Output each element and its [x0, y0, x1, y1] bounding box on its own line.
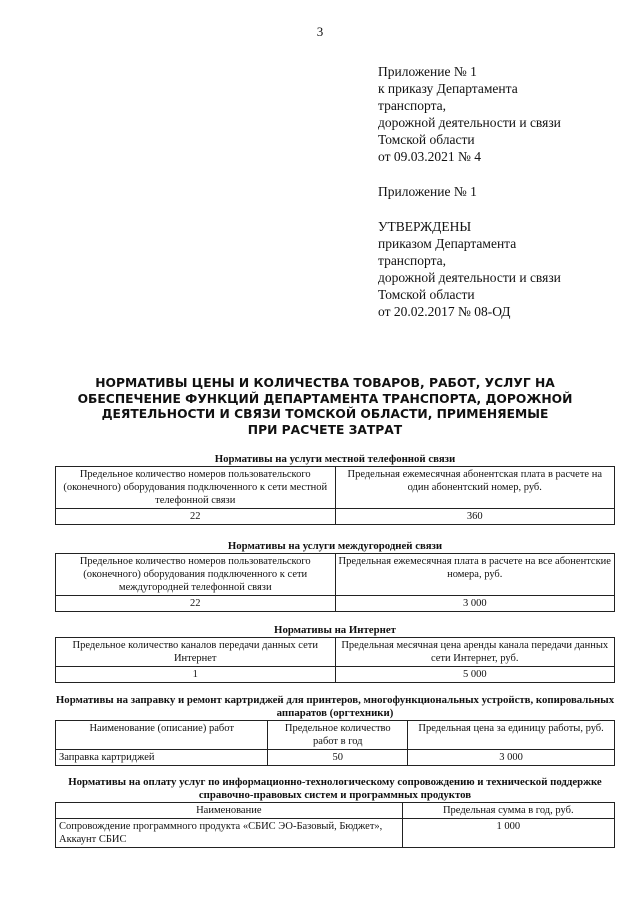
header-cell: Предельная сумма в год, руб.: [402, 803, 614, 819]
page-number: 3: [316, 24, 324, 39]
approval-line: дорожной деятельности и связи: [378, 270, 561, 285]
table-cartridges: [55, 720, 615, 766]
table-long-distance: [55, 553, 615, 612]
approval-note: [378, 218, 618, 320]
table-row: [56, 596, 615, 612]
appendix-date-line: от 09.03.2021 № 4: [378, 149, 481, 164]
header-cell: Предельная ежемесячная плата в расчете на все абонентские номера, руб.: [335, 554, 615, 596]
table-row: [56, 750, 615, 766]
table-local-phone: [55, 466, 615, 525]
appendix-note-original: [378, 183, 618, 200]
header-cell: Предельная ежемесячная абонентская плата в расчете на один абонентский номер, руб.: [335, 467, 615, 509]
approval-line: транспорта,: [378, 253, 447, 268]
table-cell: 3 000: [335, 596, 615, 612]
table-cell: Заправка картриджей: [56, 750, 268, 766]
document-title: [60, 376, 590, 438]
header-cell: Предельное количество номеров пользовательского (оконечного) оборудования подключенного к сети междугородней телефонной связи: [56, 554, 336, 596]
title-line: ОБЕСПЕЧЕНИЕ ФУНКЦИЙ ДЕПАРТАМЕНТА ТРАНСПОРТА, ДОРОЖНОЙ: [77, 391, 573, 406]
table-header-row: [56, 638, 615, 667]
table-header-row: [56, 721, 615, 750]
header-cell: Предельная месячная цена аренды канала передачи данных сети Интернет, руб.: [335, 638, 615, 667]
section-title-cartridges: Нормативы на заправку и ремонт картриджей для принтеров, многофункциональных устройств, копировальных аппаратов (оргтехники): [55, 694, 615, 719]
approval-line: Томской области: [378, 287, 475, 302]
table-row: [56, 819, 615, 848]
table-row: [56, 667, 615, 683]
approval-date-line: от 20.02.2017 № 08-ОД: [378, 304, 511, 319]
title-line: ДЕЯТЕЛЬНОСТИ И СВЯЗИ ТОМСКОЙ ОБЛАСТИ, ПРИМЕНЯЕМЫЕ: [101, 407, 549, 421]
table-cell: 22: [56, 596, 336, 612]
table-cell: 50: [268, 750, 408, 766]
section-title-it-support: Нормативы на оплату услуг по информационно-технологическому сопровождению и технической поддержке справочно-правовых систем и программных продуктов: [68, 776, 602, 801]
table-header-row: [56, 803, 615, 819]
header-cell: Предельное количество номеров пользовательского (оконечного) оборудования подключенного к сети местной телефонной связи: [56, 467, 336, 509]
header-cell: Наименование: [56, 803, 403, 819]
table-cell: 22: [56, 509, 336, 525]
appendix-line: транспорта,: [378, 98, 447, 113]
appendix-note: [378, 63, 618, 165]
appendix-line: Томской области: [378, 132, 475, 147]
appendix-line: к приказу Департамента: [378, 81, 518, 96]
appendix-line: Приложение № 1: [378, 184, 477, 199]
table-cell: 3 000: [408, 750, 615, 766]
table-header-row: [56, 554, 615, 596]
approved-heading: УТВЕРЖДЕНЫ: [378, 219, 472, 234]
appendix-line: дорожной деятельности и связи: [378, 115, 561, 130]
table-header-row: [56, 467, 615, 509]
table-cell: Сопровождение программного продукта «СБИС ЭО-Базовый, Бюджет», Аккаунт СБИС: [56, 819, 403, 848]
title-line: ПРИ РАСЧЕТЕ ЗАТРАТ: [247, 422, 403, 437]
appendix-line: Приложение № 1: [378, 64, 477, 79]
section-title-local-phone: Нормативы на услуги местной телефонной связи: [214, 453, 456, 465]
header-cell: Предельное количество работ в год: [268, 721, 408, 750]
table-internet: [55, 637, 615, 683]
table-cell: 360: [335, 509, 615, 525]
header-cell: Предельная цена за единицу работы, руб.: [408, 721, 615, 750]
section-title-internet: Нормативы на Интернет: [274, 624, 396, 636]
header-cell: Предельное количество каналов передачи данных сети Интернет: [56, 638, 336, 667]
table-it-support: [55, 802, 615, 848]
header-cell: Наименование (описание) работ: [56, 721, 268, 750]
section-title-long-distance: Нормативы на услуги междугородней связи: [227, 540, 443, 552]
table-cell: 5 000: [335, 667, 615, 683]
approval-line: приказом Департамента: [378, 236, 517, 251]
table-cell: 1 000: [402, 819, 614, 848]
title-line: НОРМАТИВЫ ЦЕНЫ И КОЛИЧЕСТВА ТОВАРОВ, РАБОТ, УСЛУГ НА: [95, 376, 555, 390]
table-row: [56, 509, 615, 525]
table-cell: 1: [56, 667, 336, 683]
